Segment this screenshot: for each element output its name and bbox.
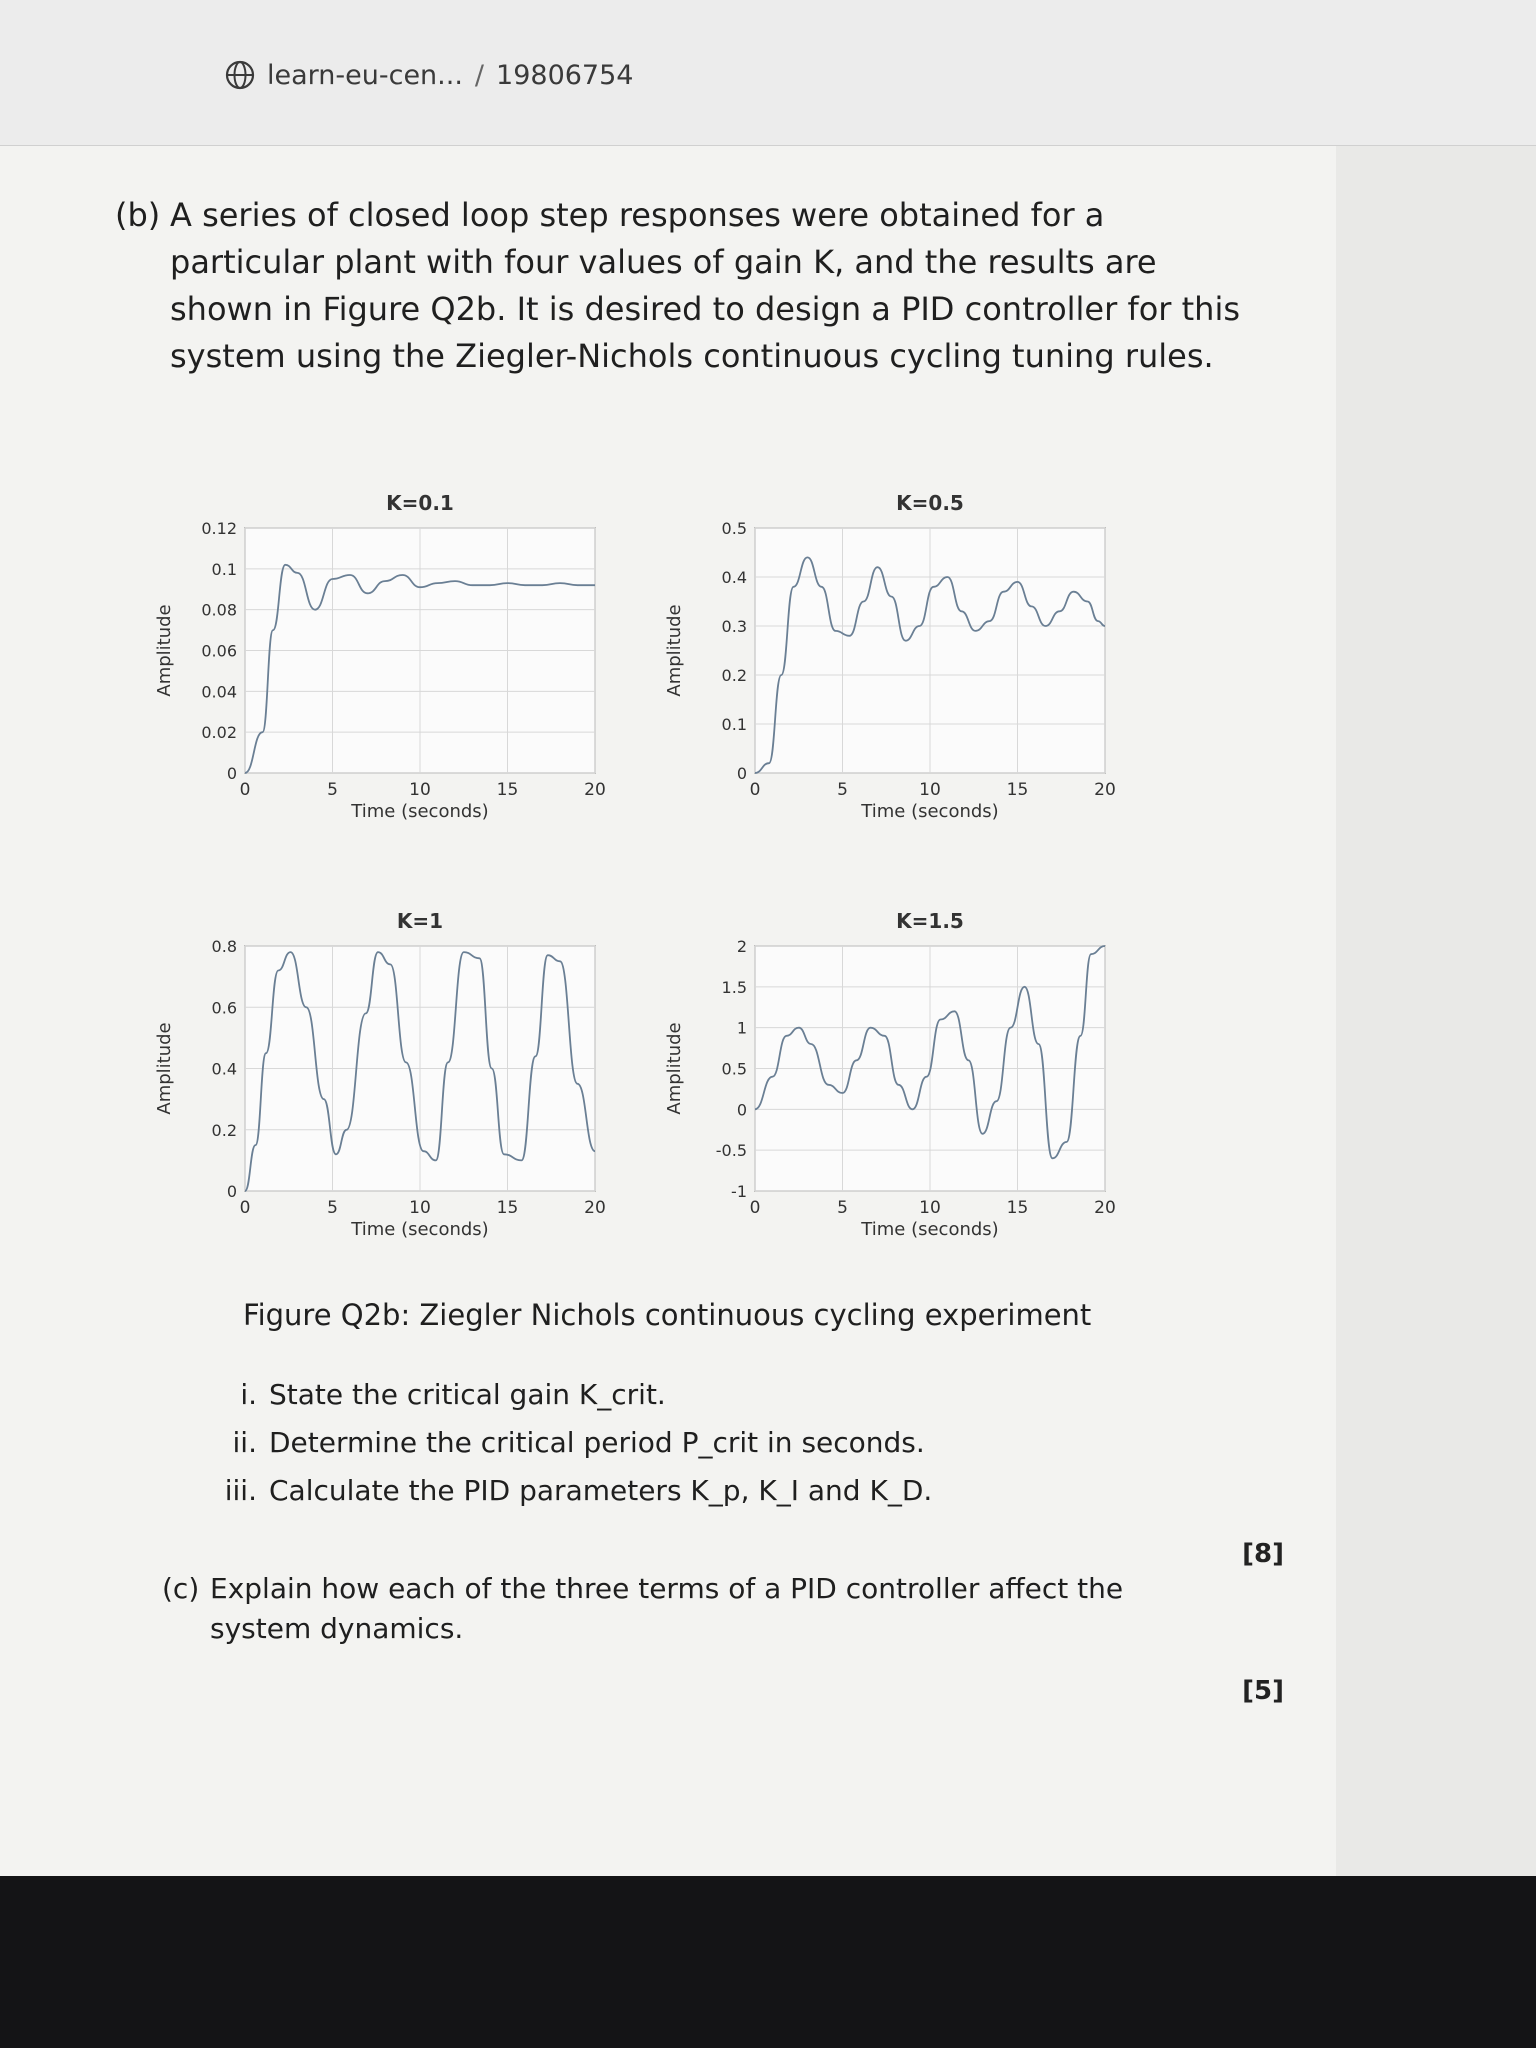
question-b-text: A series of closed loop step responses were obtained for a particular plant with four values of gain K, and the results are shown in Figure Q2b. It is desired to design a PID controller for this system using the Ziegler-Nichols continuous cycling tuning rules. bbox=[170, 196, 1240, 375]
y-tick-label: 0.6 bbox=[211, 998, 237, 1018]
x-tick-label: 0 bbox=[749, 1198, 761, 1218]
question-c-label: (c) bbox=[162, 1572, 200, 1605]
question-c bbox=[162, 1569, 1212, 1649]
chart-title: K=0.5 bbox=[896, 491, 964, 515]
x-axis-label: Time (seconds) bbox=[351, 801, 489, 822]
question-b bbox=[115, 192, 1255, 380]
y-tick-label: 0 bbox=[736, 1100, 747, 1120]
y-tick-label: 0.2 bbox=[211, 1120, 237, 1140]
x-tick-label: 15 bbox=[1006, 780, 1029, 800]
y-tick-label: 0 bbox=[226, 764, 237, 783]
y-tick-label: 0.3 bbox=[721, 617, 747, 636]
y-tick-label: 2 bbox=[736, 937, 747, 956]
chart-k1 bbox=[140, 886, 620, 1286]
y-tick-label: 0 bbox=[736, 764, 747, 783]
subquestion-number: ii. bbox=[232, 1426, 257, 1459]
chart-title: K=1 bbox=[396, 909, 444, 933]
chart-k1-5 bbox=[650, 886, 1130, 1286]
x-tick-label: 20 bbox=[1094, 1198, 1116, 1218]
y-tick-label: 0.2 bbox=[721, 666, 747, 685]
subquestion-text: Determine the critical period P_crit in seconds. bbox=[269, 1426, 925, 1459]
y-axis-label: Amplitude bbox=[664, 604, 685, 697]
subquestion-3 bbox=[212, 1467, 932, 1515]
x-tick-label: 5 bbox=[327, 780, 338, 800]
subquestion-1 bbox=[212, 1371, 932, 1419]
y-tick-label: 0.5 bbox=[721, 1059, 747, 1079]
x-axis-label: Time (seconds) bbox=[351, 1219, 489, 1240]
x-tick-label: 0 bbox=[749, 780, 761, 800]
x-tick-label: 15 bbox=[496, 1198, 519, 1218]
chart-title: K=1.5 bbox=[896, 909, 964, 933]
y-tick-label: 0.04 bbox=[201, 682, 237, 702]
x-tick-label: 5 bbox=[327, 1198, 338, 1218]
breadcrumb bbox=[225, 55, 633, 95]
browser-header bbox=[0, 0, 1536, 146]
subquestion-text: State the critical gain K_crit. bbox=[269, 1378, 666, 1411]
x-tick-label: 20 bbox=[1094, 780, 1116, 800]
chart-title: K=0.1 bbox=[386, 491, 454, 515]
chart-k0-5 bbox=[650, 468, 1130, 868]
subquestion-number: iii. bbox=[224, 1474, 257, 1507]
y-axis-label: Amplitude bbox=[664, 1022, 685, 1115]
y-tick-label: 0.4 bbox=[211, 1059, 237, 1079]
figure-caption: Figure Q2b: Ziegler Nichols continuous cycling experiment bbox=[243, 1298, 1092, 1332]
y-tick-label: 0.12 bbox=[201, 519, 237, 538]
subquestion-list bbox=[212, 1371, 932, 1515]
x-tick-label: 10 bbox=[919, 780, 941, 800]
x-tick-label: 20 bbox=[584, 1198, 606, 1218]
subquestion-text: Calculate the PID parameters K_p, K_I and K_D. bbox=[269, 1474, 933, 1507]
breadcrumb-site[interactable]: learn-eu-cen... bbox=[267, 59, 463, 91]
x-tick-label: 10 bbox=[919, 1198, 941, 1218]
question-c-text: Explain how each of the three terms of a PID controller affect the system dynamics. bbox=[210, 1572, 1124, 1645]
y-tick-label: 1.5 bbox=[721, 977, 747, 997]
x-tick-label: 20 bbox=[584, 780, 606, 800]
marks-c: [5] bbox=[1242, 1676, 1284, 1706]
y-tick-label: 1 bbox=[736, 1018, 747, 1038]
x-tick-label: 10 bbox=[409, 780, 431, 800]
x-tick-label: 10 bbox=[409, 1198, 431, 1218]
x-tick-label: 0 bbox=[239, 780, 251, 800]
y-tick-label: 0.1 bbox=[211, 559, 237, 579]
x-axis-label: Time (seconds) bbox=[861, 801, 999, 822]
x-tick-label: 15 bbox=[1006, 1198, 1029, 1218]
question-b-label: (b) bbox=[115, 196, 161, 234]
y-tick-label: 0.4 bbox=[721, 568, 747, 587]
subquestion-number: i. bbox=[240, 1378, 257, 1411]
marks-b: [8] bbox=[1242, 1539, 1284, 1569]
document-page bbox=[0, 146, 1536, 1876]
y-tick-label: 0.1 bbox=[721, 715, 747, 734]
x-tick-label: 15 bbox=[496, 780, 519, 800]
x-tick-label: 5 bbox=[837, 780, 848, 800]
y-tick-label: -1 bbox=[731, 1182, 747, 1201]
y-tick-label: 0.02 bbox=[201, 723, 237, 743]
subquestion-2 bbox=[212, 1419, 932, 1467]
breadcrumb-separator: / bbox=[474, 59, 485, 91]
y-tick-label: 0.5 bbox=[721, 519, 747, 538]
breadcrumb-id[interactable]: 19806754 bbox=[496, 59, 634, 91]
globe-icon[interactable] bbox=[225, 60, 255, 90]
monitor-bezel bbox=[0, 1876, 1536, 2048]
x-axis-label: Time (seconds) bbox=[861, 1219, 999, 1240]
y-tick-label: 0.08 bbox=[201, 600, 237, 620]
x-tick-label: 0 bbox=[239, 1198, 251, 1218]
y-tick-label: 0.8 bbox=[211, 937, 237, 956]
y-tick-label: 0.06 bbox=[201, 641, 237, 661]
chart-k0-1 bbox=[140, 468, 620, 868]
page-margin bbox=[1336, 146, 1536, 1876]
y-axis-label: Amplitude bbox=[154, 1022, 175, 1115]
y-tick-label: -0.5 bbox=[715, 1141, 747, 1161]
x-tick-label: 5 bbox=[837, 1198, 848, 1218]
y-axis-label: Amplitude bbox=[154, 604, 175, 697]
y-tick-label: 0 bbox=[226, 1182, 237, 1201]
